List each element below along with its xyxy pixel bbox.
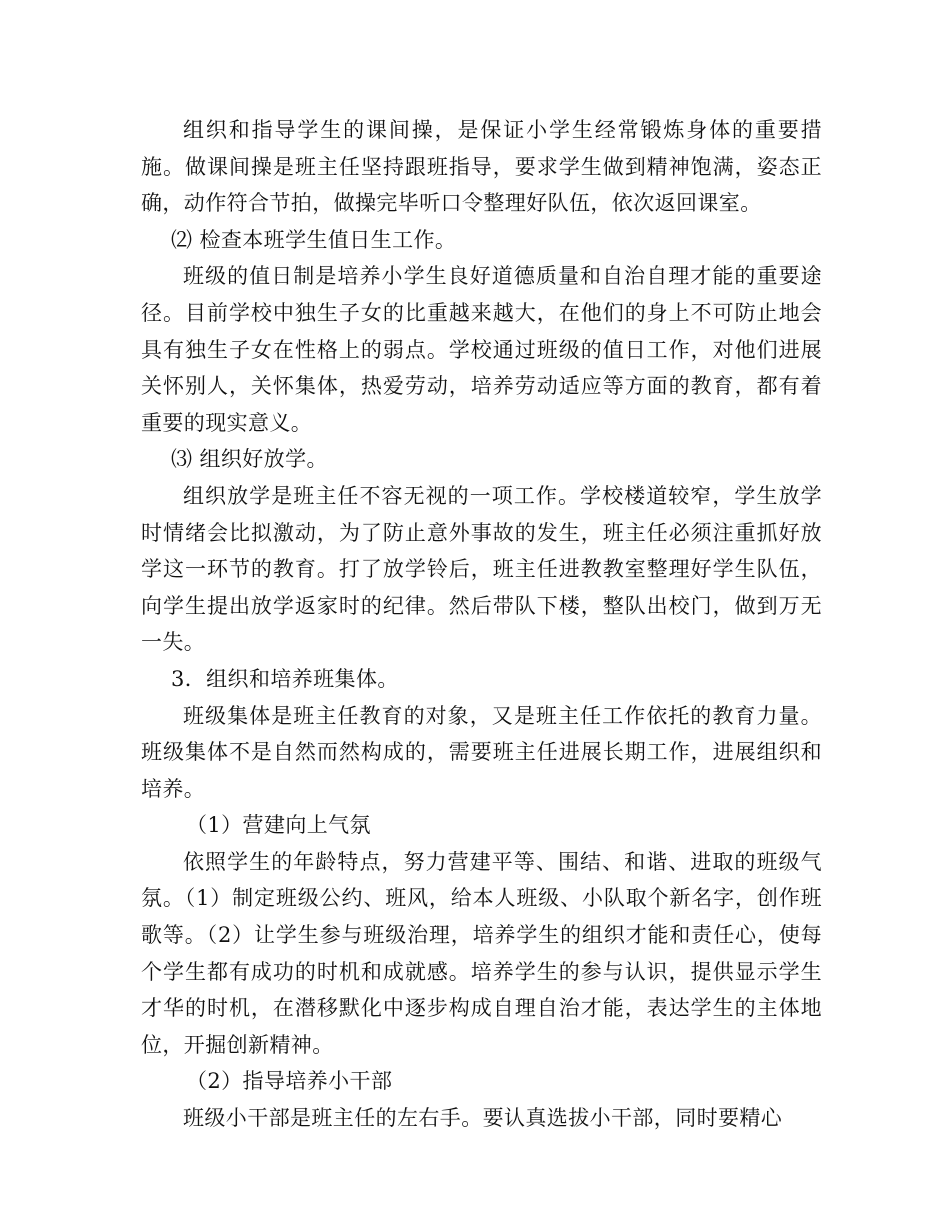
paragraph-dismissal: 组织放学是班主任不容无视的一项工作。学校楼道较窄，学生放学时情绪会比拟激动，为了防止意外事故的发生，班主任必须注重抓好放学这一环节的教育。打了放学铃后，班主任进教教室整理好学生队伍，向学生提出放学返家时的纪律。然后带队下楼，整队出校门，做到万无一失。 [141,483,822,655]
paragraph-atmosphere: 依照学生的年龄特点，努力营建平等、围结、和谐、进取的班级气氛。（1）制定班级公约、班风，给本人班级、小队取个新名字，创作班歌等。（2）让学生参与班级治理，培养学生的组织才能和责任心，使每个学生都有成功的时机和成就感。培养学生的参与认识，提供显示学生才华的时机，在潜移默化中逐步构成自理自治才能，表达学生的主体地位，开掘创新精神。 [141,849,822,1057]
heading-duty-check: ⑵ 检查本班学生值日生工作。 [171,227,457,252]
heading-dismissal: ⑶ 组织好放学。 [171,447,328,472]
heading-atmosphere: （1）营建向上气氛 [186,813,371,838]
paragraph-duty-system: 班级的值日制是培养小学生良好道德质量和自治自理才能的重要途径。目前学校中独生子女的比重越来越大，在他们的身上不可防止地会具有独生子女在性格上的弱点。学校通过班级的值日工作，对他们进展关怀别人，关怀集体，热爱劳动，培养劳动适应等方面的教育，都有着重要的现实意义。 [141,264,822,435]
heading-cadres: （2）指导培养小干部 [186,1069,393,1094]
paragraph-exercise: 组织和指导学生的课间操，是保证小学生经常锻炼身体的重要措施。做课间操是班主任坚持跟班指导，要求学生做到精神饱满，姿态正确，动作符合节拍，做操完毕听口令整理好队伍，依次返回课室。 [141,118,822,216]
paragraph-cadres: 班级小干部是班主任的左右手。要认真选拔小干部，同时要精心 [183,1106,783,1131]
paragraph-class-collective: 班级集体是班主任教育的对象，又是班主任工作依托的教育力量。班级集体不是自然而然构成的，需要班主任进展长期工作，进展组织和培养。 [141,703,822,801]
heading-class-collective: 3．组织和培养班集体。 [171,666,399,691]
